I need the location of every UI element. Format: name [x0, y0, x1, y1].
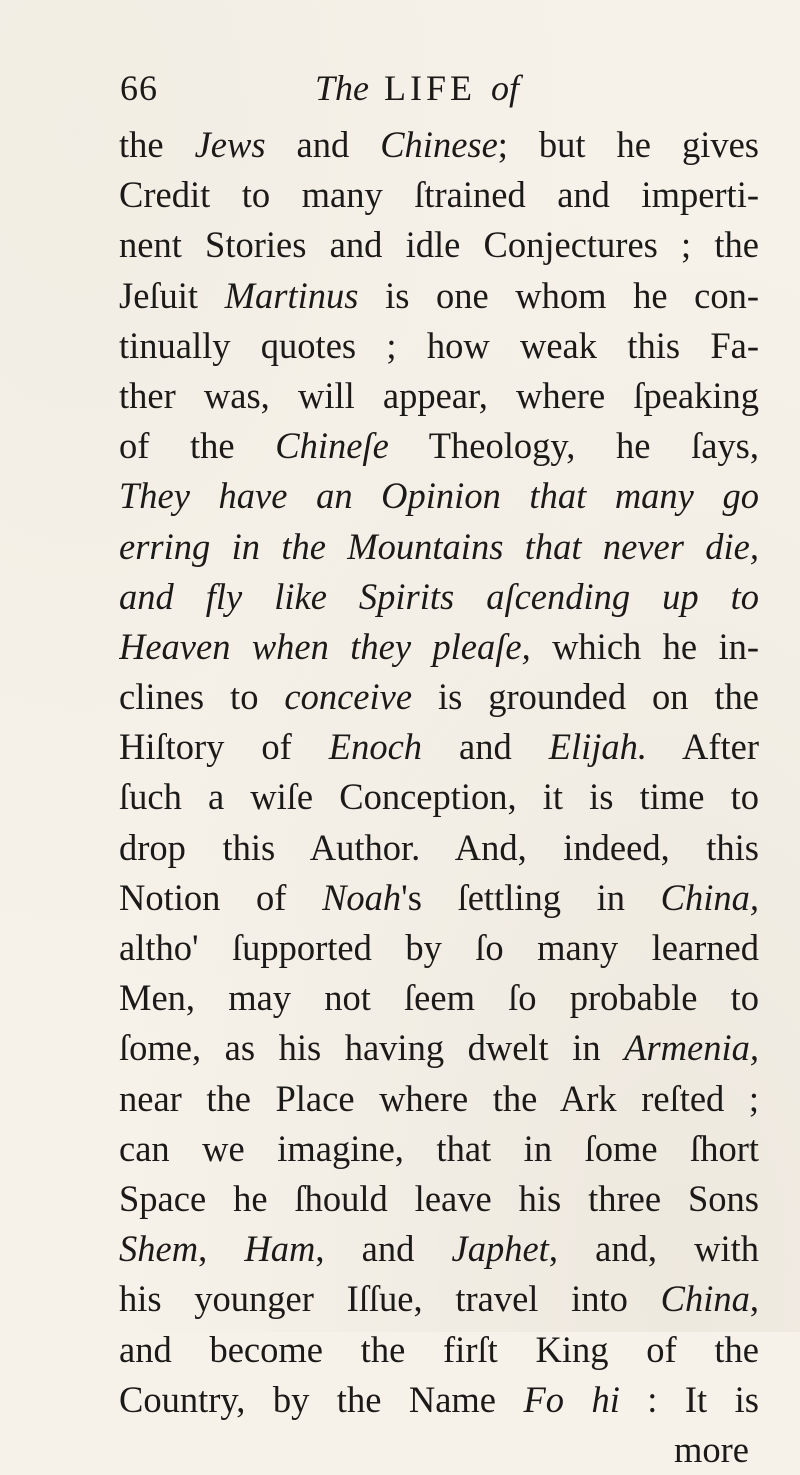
text-run: which he in-	[530, 625, 759, 667]
text-run: , and	[315, 1228, 452, 1270]
text-run: ther was, will appear, where ſpeaking	[119, 374, 759, 416]
text-line	[119, 471, 759, 521]
text-run: ; but he gives	[497, 124, 759, 165]
page-header	[120, 66, 740, 110]
text-line	[119, 120, 759, 170]
text-run: Notion of	[119, 876, 323, 918]
running-title-of: of	[491, 68, 520, 108]
text-run: After	[647, 726, 759, 768]
italic-run: Chineſe	[275, 425, 389, 467]
text-line	[119, 1124, 759, 1174]
text-run: drop this Author. And, indeed, this	[119, 826, 759, 868]
italic-run: erring in the Mountains that never die,	[119, 525, 759, 567]
text-line	[119, 923, 759, 973]
italic-run: Armenia,	[624, 1027, 759, 1069]
text-run: Hiſtory of	[119, 726, 329, 768]
italic-run: China,	[660, 876, 759, 918]
running-title	[315, 66, 519, 110]
catchword	[119, 1425, 759, 1475]
text-run: Theology, he ſays,	[388, 425, 759, 467]
body-text	[119, 120, 759, 1475]
text-line	[119, 522, 759, 572]
text-run: ,	[749, 1278, 759, 1320]
text-run: ſome, as his having dwelt in	[119, 1027, 625, 1069]
text-run: clines to	[119, 676, 285, 718]
text-run: near the Place where the Ark reſted ;	[119, 1077, 759, 1119]
text-run: Credit to many ſtrained and imperti-	[119, 174, 759, 216]
text-run: can we imagine, that in ſome ſhort	[119, 1127, 759, 1169]
italic-run: Noah	[322, 876, 402, 918]
page-number: 66	[120, 68, 158, 108]
italic-run: and fly like Spirits aſcending up to	[119, 575, 759, 617]
text-line	[119, 1274, 759, 1324]
text-line	[119, 1074, 759, 1124]
text-run: Country, by the Name	[119, 1378, 524, 1420]
text-run: the	[119, 124, 195, 165]
text-line	[119, 421, 759, 471]
text-run: tinually quotes ; how weak this Fa-	[119, 324, 759, 366]
text-line	[119, 220, 759, 270]
running-title-the: The	[315, 68, 369, 108]
italic-run: Ham	[244, 1228, 316, 1270]
text-line	[119, 823, 759, 873]
text-line	[119, 722, 759, 772]
italic-run: conceive	[284, 676, 413, 718]
italic-run: China	[660, 1278, 750, 1320]
text-line	[119, 321, 759, 371]
text-run: and	[265, 124, 381, 165]
italic-run: Heaven when they pleaſe,	[119, 625, 531, 667]
text-run: Space he ſhould leave his three Sons	[119, 1177, 759, 1219]
italic-run: Enoch	[328, 726, 423, 768]
text-run: , and, with	[548, 1228, 759, 1270]
running-title-life: LIFE	[384, 68, 476, 108]
text-run: and become the firſt King of the	[119, 1328, 759, 1370]
text-run: Men, may not ſeem ſo probable to	[119, 977, 759, 1019]
text-run: ,	[198, 1228, 245, 1270]
italic-run: They have an Opinion that many go	[119, 475, 759, 517]
text-line	[119, 672, 759, 722]
italic-run: Shem	[119, 1228, 199, 1270]
text-line	[119, 572, 759, 622]
text-line	[119, 973, 759, 1023]
text-line	[119, 1174, 759, 1224]
text-run: his younger Iſſue, travel into	[119, 1278, 661, 1320]
text-run: is one whom he con-	[358, 274, 759, 316]
text-run: more	[674, 1428, 749, 1470]
italic-run: Martinus	[224, 274, 359, 316]
text-run: is grounded on the	[412, 676, 759, 718]
text-line	[119, 622, 759, 672]
text-line	[119, 271, 759, 321]
italic-run: Elijah.	[548, 726, 648, 768]
text-line	[119, 371, 759, 421]
text-line	[119, 170, 759, 220]
italic-run: Chinese	[380, 124, 498, 165]
italic-run: Jews	[194, 124, 266, 165]
text-run: ſuch a wiſe Conception, it is time to	[119, 776, 759, 818]
text-line	[119, 1224, 759, 1274]
text-run: of the	[119, 425, 276, 467]
text-run: 's ſettling in	[401, 876, 661, 918]
text-line	[119, 1375, 759, 1425]
text-line	[119, 772, 759, 822]
text-line	[119, 1023, 759, 1073]
italic-run: Japhet	[451, 1228, 549, 1270]
text-run: altho' ſupported by ſo many learned	[119, 927, 759, 968]
text-run: Jeſuit	[119, 274, 225, 316]
text-run: nent Stories and idle Conjectures ; the	[119, 224, 759, 266]
text-line	[119, 1325, 759, 1375]
text-line	[119, 873, 759, 923]
text-run: and	[422, 726, 549, 768]
italic-run: Fo hi	[523, 1378, 620, 1420]
text-run: : It is	[619, 1378, 759, 1420]
